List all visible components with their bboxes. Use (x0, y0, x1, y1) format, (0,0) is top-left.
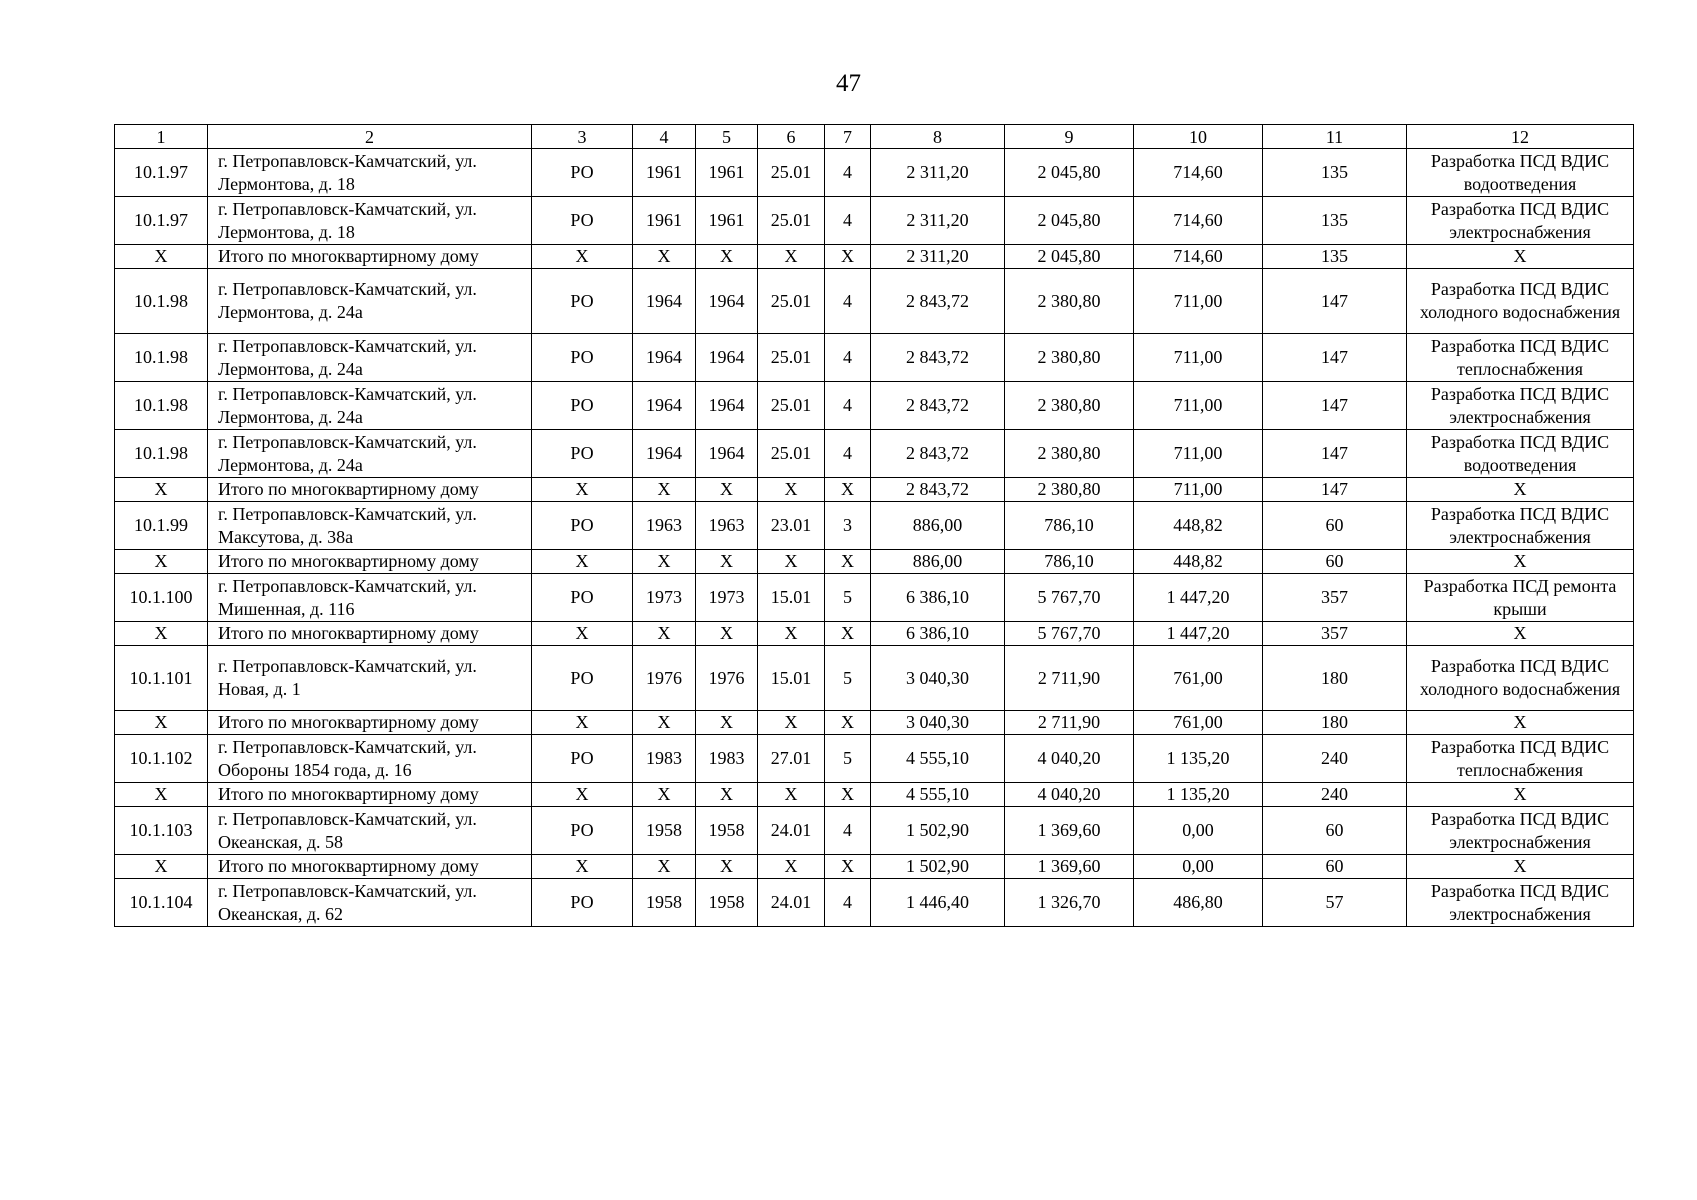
total-area-cell: 6 386,10 (871, 622, 1005, 646)
year-commissioned-cell: Х (696, 855, 758, 879)
residents-count-cell: 57 (1263, 879, 1407, 927)
floors-cell: 4 (825, 197, 871, 245)
total-area-cell: 3 040,30 (871, 646, 1005, 711)
item-number-cell: 10.1.103 (115, 807, 208, 855)
residential-area-cell: 786,10 (1005, 550, 1134, 574)
year-commissioned-cell: 1976 (696, 646, 758, 711)
column-header-7: 7 (825, 125, 871, 149)
column-header-10: 10 (1134, 125, 1263, 149)
work-type-cell: Разработка ПСД ВДИС электроснабжения (1407, 197, 1634, 245)
wall-material-code-cell: 15.01 (758, 574, 825, 622)
floors-cell: Х (825, 245, 871, 269)
wall-material-code-cell: Х (758, 783, 825, 807)
address-cell: г. Петропавловск-Камчатский, ул. Мишенная, д. 116 (208, 574, 532, 622)
address-cell: г. Петропавловск-Камчатский, ул. Лермонтова, д. 24а (208, 269, 532, 334)
wall-material-code-cell: Х (758, 855, 825, 879)
year-commissioned-cell: 1964 (696, 269, 758, 334)
item-number-cell: 10.1.100 (115, 574, 208, 622)
owner-type-cell: РО (532, 502, 633, 550)
residents-count-cell: 147 (1263, 334, 1407, 382)
wall-material-code-cell: 25.01 (758, 197, 825, 245)
year-built-cell: 1961 (633, 197, 696, 245)
floors-cell: Х (825, 711, 871, 735)
item-number-cell: Х (115, 478, 208, 502)
register-table (114, 124, 1634, 927)
year-commissioned-cell: 1958 (696, 879, 758, 927)
work-type-cell: Разработка ПСД ВДИС электроснабжения (1407, 382, 1634, 430)
non-residential-area-cell: 711,00 (1134, 269, 1263, 334)
address-cell: Итого по многоквартирному дому (208, 622, 532, 646)
non-residential-area-cell: 1 135,20 (1134, 735, 1263, 783)
owner-type-cell: РО (532, 334, 633, 382)
residents-count-cell: 135 (1263, 197, 1407, 245)
wall-material-code-cell: Х (758, 550, 825, 574)
table-row (115, 382, 1634, 430)
residents-count-cell: 147 (1263, 269, 1407, 334)
column-header-11: 11 (1263, 125, 1407, 149)
residents-count-cell: 240 (1263, 783, 1407, 807)
year-commissioned-cell: 1964 (696, 334, 758, 382)
owner-type-cell: РО (532, 382, 633, 430)
residents-count-cell: 135 (1263, 245, 1407, 269)
item-number-cell: 10.1.102 (115, 735, 208, 783)
year-built-cell: 1958 (633, 879, 696, 927)
year-commissioned-cell: Х (696, 245, 758, 269)
year-built-cell: 1964 (633, 334, 696, 382)
item-number-cell: 10.1.98 (115, 382, 208, 430)
wall-material-code-cell: Х (758, 478, 825, 502)
owner-type-cell: Х (532, 622, 633, 646)
owner-type-cell: Х (532, 550, 633, 574)
floors-cell: Х (825, 478, 871, 502)
year-built-cell: 1964 (633, 430, 696, 478)
residential-area-cell: 1 369,60 (1005, 855, 1134, 879)
non-residential-area-cell: 711,00 (1134, 430, 1263, 478)
address-cell: Итого по многоквартирному дому (208, 478, 532, 502)
wall-material-code-cell: 23.01 (758, 502, 825, 550)
address-cell: г. Петропавловск-Камчатский, ул. Лермонтова, д. 18 (208, 149, 532, 197)
year-commissioned-cell: Х (696, 478, 758, 502)
residential-area-cell: 2 380,80 (1005, 382, 1134, 430)
item-number-cell: Х (115, 783, 208, 807)
wall-material-code-cell: 25.01 (758, 430, 825, 478)
year-built-cell: 1976 (633, 646, 696, 711)
work-type-cell: Разработка ПСД ВДИС холодного водоснабжения (1407, 269, 1634, 334)
address-cell: Итого по многоквартирному дому (208, 245, 532, 269)
residents-count-cell: 60 (1263, 550, 1407, 574)
non-residential-area-cell: 1 135,20 (1134, 783, 1263, 807)
item-number-cell: 10.1.99 (115, 502, 208, 550)
year-built-cell: 1973 (633, 574, 696, 622)
non-residential-area-cell: 761,00 (1134, 711, 1263, 735)
total-area-cell: 2 843,72 (871, 269, 1005, 334)
non-residential-area-cell: 448,82 (1134, 550, 1263, 574)
total-area-cell: 2 843,72 (871, 430, 1005, 478)
year-built-cell: 1963 (633, 502, 696, 550)
floors-cell: 4 (825, 334, 871, 382)
non-residential-area-cell: 0,00 (1134, 855, 1263, 879)
owner-type-cell: РО (532, 269, 633, 334)
residential-area-cell: 2 380,80 (1005, 269, 1134, 334)
non-residential-area-cell: 714,60 (1134, 245, 1263, 269)
year-built-cell: Х (633, 245, 696, 269)
floors-cell: Х (825, 622, 871, 646)
residential-area-cell: 2 380,80 (1005, 430, 1134, 478)
floors-cell: 4 (825, 430, 871, 478)
year-commissioned-cell: 1961 (696, 149, 758, 197)
year-built-cell: 1961 (633, 149, 696, 197)
wall-material-code-cell: 24.01 (758, 807, 825, 855)
residents-count-cell: 240 (1263, 735, 1407, 783)
non-residential-area-cell: 711,00 (1134, 478, 1263, 502)
column-header-3: 3 (532, 125, 633, 149)
residential-area-cell: 2 380,80 (1005, 478, 1134, 502)
address-cell: г. Петропавловск-Камчатский, ул. Океанская, д. 62 (208, 879, 532, 927)
owner-type-cell: Х (532, 478, 633, 502)
wall-material-code-cell: Х (758, 245, 825, 269)
column-header-12: 12 (1407, 125, 1634, 149)
non-residential-area-cell: 448,82 (1134, 502, 1263, 550)
table-row (115, 334, 1634, 382)
floors-cell: Х (825, 783, 871, 807)
year-commissioned-cell: Х (696, 711, 758, 735)
address-cell: Итого по многоквартирному дому (208, 783, 532, 807)
work-type-cell: Х (1407, 550, 1634, 574)
table-row (115, 574, 1634, 622)
work-type-cell: Разработка ПСД ВДИС холодного водоснабжения (1407, 646, 1634, 711)
column-header-6: 6 (758, 125, 825, 149)
total-area-cell: 1 502,90 (871, 807, 1005, 855)
floors-cell: 4 (825, 269, 871, 334)
non-residential-area-cell: 761,00 (1134, 646, 1263, 711)
address-cell: Итого по многоквартирному дому (208, 711, 532, 735)
residential-area-cell: 2 711,90 (1005, 646, 1134, 711)
page-number: 47 (836, 70, 861, 97)
total-area-cell: 2 843,72 (871, 478, 1005, 502)
address-cell: Итого по многоквартирному дому (208, 550, 532, 574)
item-number-cell: Х (115, 622, 208, 646)
address-cell: г. Петропавловск-Камчатский, ул. Лермонтова, д. 24а (208, 382, 532, 430)
residents-count-cell: 147 (1263, 382, 1407, 430)
address-cell: г. Петропавловск-Камчатский, ул. Лермонтова, д. 24а (208, 430, 532, 478)
residents-count-cell: 135 (1263, 149, 1407, 197)
residents-count-cell: 60 (1263, 855, 1407, 879)
total-row (115, 711, 1634, 735)
table-row (115, 879, 1634, 927)
work-type-cell: Х (1407, 478, 1634, 502)
residential-area-cell: 786,10 (1005, 502, 1134, 550)
owner-type-cell: РО (532, 430, 633, 478)
total-area-cell: 4 555,10 (871, 735, 1005, 783)
work-type-cell: Разработка ПСД ВДИС водоотведения (1407, 430, 1634, 478)
year-built-cell: Х (633, 622, 696, 646)
total-row (115, 622, 1634, 646)
total-area-cell: 1 446,40 (871, 879, 1005, 927)
year-commissioned-cell: 1958 (696, 807, 758, 855)
year-commissioned-cell: 1964 (696, 430, 758, 478)
item-number-cell: 10.1.97 (115, 197, 208, 245)
year-built-cell: Х (633, 478, 696, 502)
floors-cell: 3 (825, 502, 871, 550)
total-area-cell: 3 040,30 (871, 711, 1005, 735)
owner-type-cell: РО (532, 149, 633, 197)
item-number-cell: Х (115, 245, 208, 269)
total-area-cell: 2 311,20 (871, 245, 1005, 269)
owner-type-cell: Х (532, 783, 633, 807)
residents-count-cell: 357 (1263, 574, 1407, 622)
residential-area-cell: 2 045,80 (1005, 245, 1134, 269)
table-row (115, 269, 1634, 334)
address-cell: Итого по многоквартирному дому (208, 855, 532, 879)
column-header-5: 5 (696, 125, 758, 149)
floors-cell: 4 (825, 807, 871, 855)
non-residential-area-cell: 1 447,20 (1134, 574, 1263, 622)
work-type-cell: Х (1407, 711, 1634, 735)
address-cell: г. Петропавловск-Камчатский, ул. Максутова, д. 38а (208, 502, 532, 550)
total-row (115, 478, 1634, 502)
non-residential-area-cell: 714,60 (1134, 149, 1263, 197)
year-commissioned-cell: 1973 (696, 574, 758, 622)
wall-material-code-cell: 24.01 (758, 879, 825, 927)
non-residential-area-cell: 714,60 (1134, 197, 1263, 245)
table-row (115, 735, 1634, 783)
total-row (115, 855, 1634, 879)
item-number-cell: Х (115, 711, 208, 735)
owner-type-cell: Х (532, 711, 633, 735)
residential-area-cell: 2 045,80 (1005, 197, 1134, 245)
table-row (115, 197, 1634, 245)
total-row (115, 245, 1634, 269)
residents-count-cell: 180 (1263, 646, 1407, 711)
year-built-cell: 1983 (633, 735, 696, 783)
year-built-cell: Х (633, 550, 696, 574)
year-commissioned-cell: 1961 (696, 197, 758, 245)
residents-count-cell: 180 (1263, 711, 1407, 735)
column-header-1: 1 (115, 125, 208, 149)
residential-area-cell: 4 040,20 (1005, 735, 1134, 783)
work-type-cell: Х (1407, 622, 1634, 646)
non-residential-area-cell: 486,80 (1134, 879, 1263, 927)
floors-cell: 4 (825, 382, 871, 430)
wall-material-code-cell: 25.01 (758, 149, 825, 197)
owner-type-cell: РО (532, 574, 633, 622)
floors-cell: Х (825, 550, 871, 574)
residential-area-cell: 2 380,80 (1005, 334, 1134, 382)
header-row (115, 125, 1634, 149)
year-commissioned-cell: 1963 (696, 502, 758, 550)
address-cell: г. Петропавловск-Камчатский, ул. Лермонтова, д. 24а (208, 334, 532, 382)
column-header-4: 4 (633, 125, 696, 149)
column-header-2: 2 (208, 125, 532, 149)
owner-type-cell: РО (532, 197, 633, 245)
address-cell: г. Петропавловск-Камчатский, ул. Новая, д. 1 (208, 646, 532, 711)
total-area-cell: 1 502,90 (871, 855, 1005, 879)
non-residential-area-cell: 711,00 (1134, 382, 1263, 430)
residential-area-cell: 4 040,20 (1005, 783, 1134, 807)
total-area-cell: 2 843,72 (871, 382, 1005, 430)
year-commissioned-cell: Х (696, 622, 758, 646)
item-number-cell: 10.1.98 (115, 269, 208, 334)
residents-count-cell: 60 (1263, 807, 1407, 855)
wall-material-code-cell: 15.01 (758, 646, 825, 711)
floors-cell: 5 (825, 735, 871, 783)
table-row (115, 646, 1634, 711)
year-commissioned-cell: Х (696, 550, 758, 574)
total-area-cell: 2 843,72 (871, 334, 1005, 382)
total-area-cell: 2 311,20 (871, 149, 1005, 197)
total-row (115, 783, 1634, 807)
wall-material-code-cell: Х (758, 622, 825, 646)
residential-area-cell: 2 711,90 (1005, 711, 1134, 735)
column-header-9: 9 (1005, 125, 1134, 149)
work-type-cell: Разработка ПСД ремонта крыши (1407, 574, 1634, 622)
residential-area-cell: 1 326,70 (1005, 879, 1134, 927)
floors-cell: 5 (825, 646, 871, 711)
table-body (115, 125, 1634, 927)
work-type-cell: Разработка ПСД ВДИС электроснабжения (1407, 807, 1634, 855)
owner-type-cell: Х (532, 855, 633, 879)
year-built-cell: 1964 (633, 382, 696, 430)
year-commissioned-cell: 1964 (696, 382, 758, 430)
total-area-cell: 2 311,20 (871, 197, 1005, 245)
residential-area-cell: 1 369,60 (1005, 807, 1134, 855)
work-type-cell: Разработка ПСД ВДИС электроснабжения (1407, 502, 1634, 550)
item-number-cell: 10.1.97 (115, 149, 208, 197)
non-residential-area-cell: 1 447,20 (1134, 622, 1263, 646)
table-row (115, 807, 1634, 855)
work-type-cell: Х (1407, 855, 1634, 879)
address-cell: г. Петропавловск-Камчатский, ул. Океанская, д. 58 (208, 807, 532, 855)
owner-type-cell: РО (532, 646, 633, 711)
year-built-cell: Х (633, 783, 696, 807)
address-cell: г. Петропавловск-Камчатский, ул. Лермонтова, д. 18 (208, 197, 532, 245)
item-number-cell: 10.1.101 (115, 646, 208, 711)
work-type-cell: Разработка ПСД ВДИС водоотведения (1407, 149, 1634, 197)
work-type-cell: Разработка ПСД ВДИС теплоснабжения (1407, 735, 1634, 783)
residential-area-cell: 2 045,80 (1005, 149, 1134, 197)
table-row (115, 502, 1634, 550)
work-type-cell: Разработка ПСД ВДИС электроснабжения (1407, 879, 1634, 927)
total-area-cell: 886,00 (871, 502, 1005, 550)
owner-type-cell: РО (532, 735, 633, 783)
work-type-cell: Х (1407, 245, 1634, 269)
year-built-cell: 1964 (633, 269, 696, 334)
floors-cell: Х (825, 855, 871, 879)
work-type-cell: Х (1407, 783, 1634, 807)
wall-material-code-cell: 25.01 (758, 334, 825, 382)
residential-area-cell: 5 767,70 (1005, 622, 1134, 646)
floors-cell: 4 (825, 149, 871, 197)
floors-cell: 4 (825, 879, 871, 927)
residents-count-cell: 60 (1263, 502, 1407, 550)
owner-type-cell: РО (532, 807, 633, 855)
wall-material-code-cell: 25.01 (758, 269, 825, 334)
year-built-cell: Х (633, 711, 696, 735)
non-residential-area-cell: 711,00 (1134, 334, 1263, 382)
residents-count-cell: 147 (1263, 430, 1407, 478)
item-number-cell: 10.1.104 (115, 879, 208, 927)
address-cell: г. Петропавловск-Камчатский, ул. Обороны 1854 года, д. 16 (208, 735, 532, 783)
item-number-cell: 10.1.98 (115, 334, 208, 382)
item-number-cell: Х (115, 550, 208, 574)
owner-type-cell: РО (532, 879, 633, 927)
wall-material-code-cell: 25.01 (758, 382, 825, 430)
total-row (115, 550, 1634, 574)
item-number-cell: Х (115, 855, 208, 879)
residents-count-cell: 357 (1263, 622, 1407, 646)
total-area-cell: 886,00 (871, 550, 1005, 574)
year-commissioned-cell: 1983 (696, 735, 758, 783)
year-commissioned-cell: Х (696, 783, 758, 807)
column-header-8: 8 (871, 125, 1005, 149)
wall-material-code-cell: Х (758, 711, 825, 735)
item-number-cell: 10.1.98 (115, 430, 208, 478)
total-area-cell: 4 555,10 (871, 783, 1005, 807)
table-row (115, 430, 1634, 478)
table-row (115, 149, 1634, 197)
owner-type-cell: Х (532, 245, 633, 269)
floors-cell: 5 (825, 574, 871, 622)
year-built-cell: 1958 (633, 807, 696, 855)
total-area-cell: 6 386,10 (871, 574, 1005, 622)
residents-count-cell: 147 (1263, 478, 1407, 502)
non-residential-area-cell: 0,00 (1134, 807, 1263, 855)
work-type-cell: Разработка ПСД ВДИС теплоснабжения (1407, 334, 1634, 382)
wall-material-code-cell: 27.01 (758, 735, 825, 783)
year-built-cell: Х (633, 855, 696, 879)
residential-area-cell: 5 767,70 (1005, 574, 1134, 622)
